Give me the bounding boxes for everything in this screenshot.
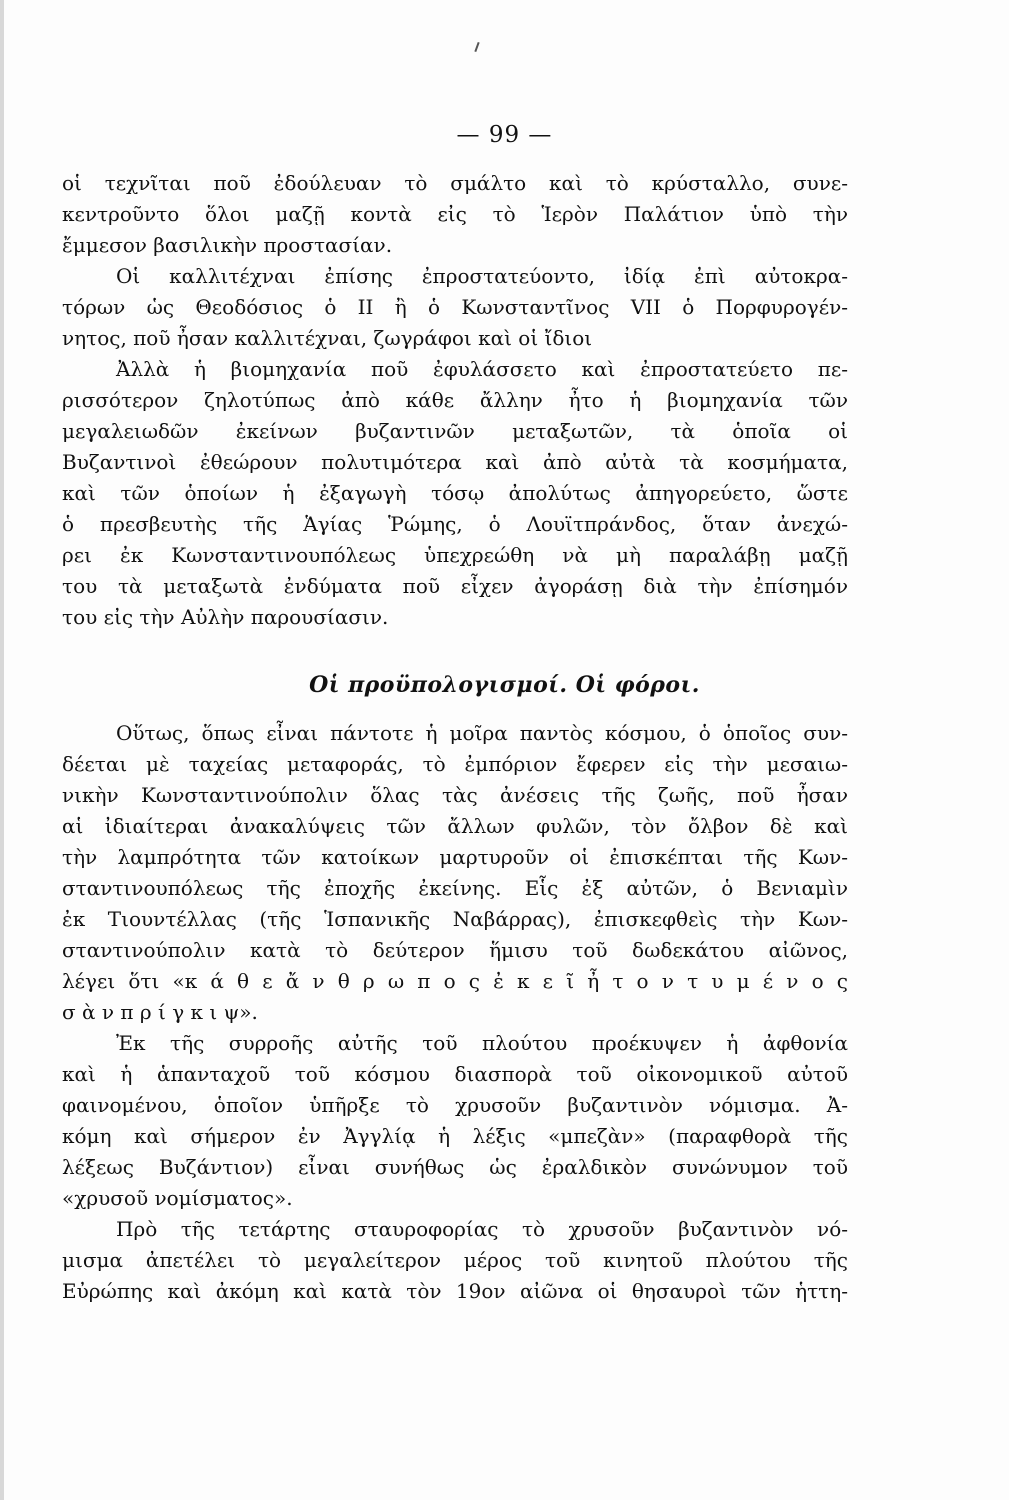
text-line: ἐκ Τιουντέλλας (τῆς Ἱσπανικῆς Ναβάρρας), ἐπισκεφθεὶς τὴν Κων- (62, 907, 848, 931)
text-line: Εὐρώπης καὶ ἀκόμη καὶ κατὰ τὸν 19ον αἰῶνα οἱ θησαυροὶ τῶν ἡττη- (62, 1279, 848, 1303)
text-line: Ἀλλὰ ἡ βιομηχανία ποῦ ἐφυλάσσετο καὶ ἐπροστατεύετο πε- (116, 357, 848, 381)
text-line: λέγει ὅτι «κ ά θ ε ἄ ν θ ρ ω π ο ς ἐ κ ε ῖ ἦ τ ο ν τ υ μ έ ν ο ς (62, 969, 848, 993)
text-line: νικὴν Κωνσταντινούπολιν ὅλας τὰς ἀνέσεις τῆς ζωῆς, ποῦ ἦσαν (62, 783, 848, 807)
text-line: Οἱ καλλιτέχναι ἐπίσης ἐπροστατεύοντο, ἰδίᾳ ἐπὶ αὐτοκρα- (116, 264, 848, 288)
text-line: Οὕτως, ὅπως εἶναι πάντοτε ἡ μοῖρα παντὸς κόσμου, ὁ ὁποῖος συν- (116, 721, 848, 745)
text-line: οἱ τεχνῖται ποῦ ἐδούλευαν τὸ σμάλτο καὶ τὸ κρύσταλλο, συνε- (62, 171, 848, 195)
ink-mark (474, 42, 479, 52)
text-line: σ ὰ ν π ρ ί γ κ ι ψ». (62, 1000, 258, 1024)
text-line: Ἐκ τῆς συρροῆς αὐτῆς τοῦ πλούτου προέκυψεν ἡ ἀφθονία (116, 1031, 848, 1055)
text-line: ἔμμεσον βασιλικὴν προστασίαν. (62, 233, 393, 257)
paragraph-block-top (62, 168, 848, 633)
paragraph-block-bottom (62, 718, 848, 1307)
text-line: φαινομένου, ὁποῖον ὑπῆρξε τὸ χρυσοῦν βυζαντινὸν νόμισμα. Ἀ- (62, 1093, 848, 1117)
text-line: του εἰς τὴν Αὐλὴν παρουσίασιν. (62, 605, 389, 629)
page-number: — 99 — (456, 122, 553, 148)
text-line: σταντινουπόλεως τῆς ἐποχῆς ἐκείνης. Εἷς ἐξ αὐτῶν, ὁ Βενιαμὶν (62, 876, 848, 900)
text-line: μισμα ἀπετέλει τὸ μεγαλείτερον μέρος τοῦ κινητοῦ πλούτου τῆς (62, 1248, 848, 1272)
text-line: καὶ τῶν ὁποίων ἡ ἐξαγωγὴ τόσῳ ἀπολύτως ἀπηγορεύετο, ὥστε (62, 481, 848, 505)
text-line: τὴν λαμπρότητα τῶν κατοίκων μαρτυροῦν οἱ ἐπισκέπται τῆς Κων- (62, 845, 848, 869)
text-line: Πρὸ τῆς τετάρτης σταυροφορίας τὸ χρυσοῦν βυζαντινὸν νό- (116, 1217, 848, 1241)
text-line: Βυζαντινοὶ ἐθεώρουν πολυτιμότερα καὶ ἀπὸ αὐτὰ τὰ κοσμήματα, (62, 450, 848, 474)
section-heading: Οἱ προϋπολογισμοί. Οἱ φόροι. (309, 672, 700, 698)
text-line: τόρων ὡς Θεοδόσιος ὁ ΙΙ ἢ ὁ Κωνσταντῖνος VII ὁ Πορφυρογέν- (62, 295, 848, 319)
text-line: καὶ ἡ ἁπανταχοῦ τοῦ κόσμου διασπορὰ τοῦ οἰκονομικοῦ αὐτοῦ (62, 1062, 848, 1086)
text-line: νητος, ποῦ ἦσαν καλλιτέχναι, ζωγράφοι καὶ οἱ ἴδιοι (62, 326, 593, 350)
text-line: κεντροῦντο ὅλοι μαζῇ κοντὰ εἰς τὸ Ἱερὸν Παλάτιον ὑπὸ τὴν (62, 202, 848, 226)
text-line: ὁ πρεσβευτὴς τῆς Ἁγίας Ῥώμης, ὁ Λουϊτπράνδος, ὅταν ἀνεχώ- (62, 512, 848, 536)
text-line: σταντινούπολιν κατὰ τὸ δεύτερον ἥμισυ τοῦ δωδεκάτου αἰῶνος, (62, 938, 848, 962)
text-line: λέξεως Βυζάντιον) εἶναι συνήθως ὡς ἐραλδικὸν συνώνυμον τοῦ (62, 1155, 848, 1179)
text-line: του τὰ μεταξωτὰ ἐνδύματα ποῦ εἶχεν ἀγοράσῃ διὰ τὴν ἐπίσημόν (62, 574, 848, 598)
text-line: δέεται μὲ ταχείας μεταφοράς, τὸ ἐμπόριον ἔφερεν εἰς τὴν μεσαιω- (62, 752, 848, 776)
text-line: ρισσότερον ζηλοτύπως ἀπὸ κάθε ἄλλην ἦτο ἡ βιομηχανία τῶν (62, 388, 848, 412)
page-edge (0, 0, 4, 1500)
text-line: ρει ἐκ Κωνσταντινουπόλεως ὑπεχρεώθη νὰ μὴ παραλάβῃ μαζῇ (62, 543, 848, 567)
text-line: «χρυσοῦ νομίσματος». (62, 1186, 293, 1210)
text-line: αἱ ἰδιαίτεραι ἀνακαλύψεις τῶν ἄλλων φυλῶν, τὸν ὄλβον δὲ καὶ (62, 814, 848, 838)
text-line: κόμη καὶ σήμερον ἐν Ἀγγλίᾳ ἡ λέξις «μπεζὰν» (παραφθορὰ τῆς (62, 1124, 848, 1148)
text-line: μεγαλειωδῶν ἐκείνων βυζαντινῶν μεταξωτῶν, τὰ ὁποῖα οἱ (62, 419, 848, 443)
